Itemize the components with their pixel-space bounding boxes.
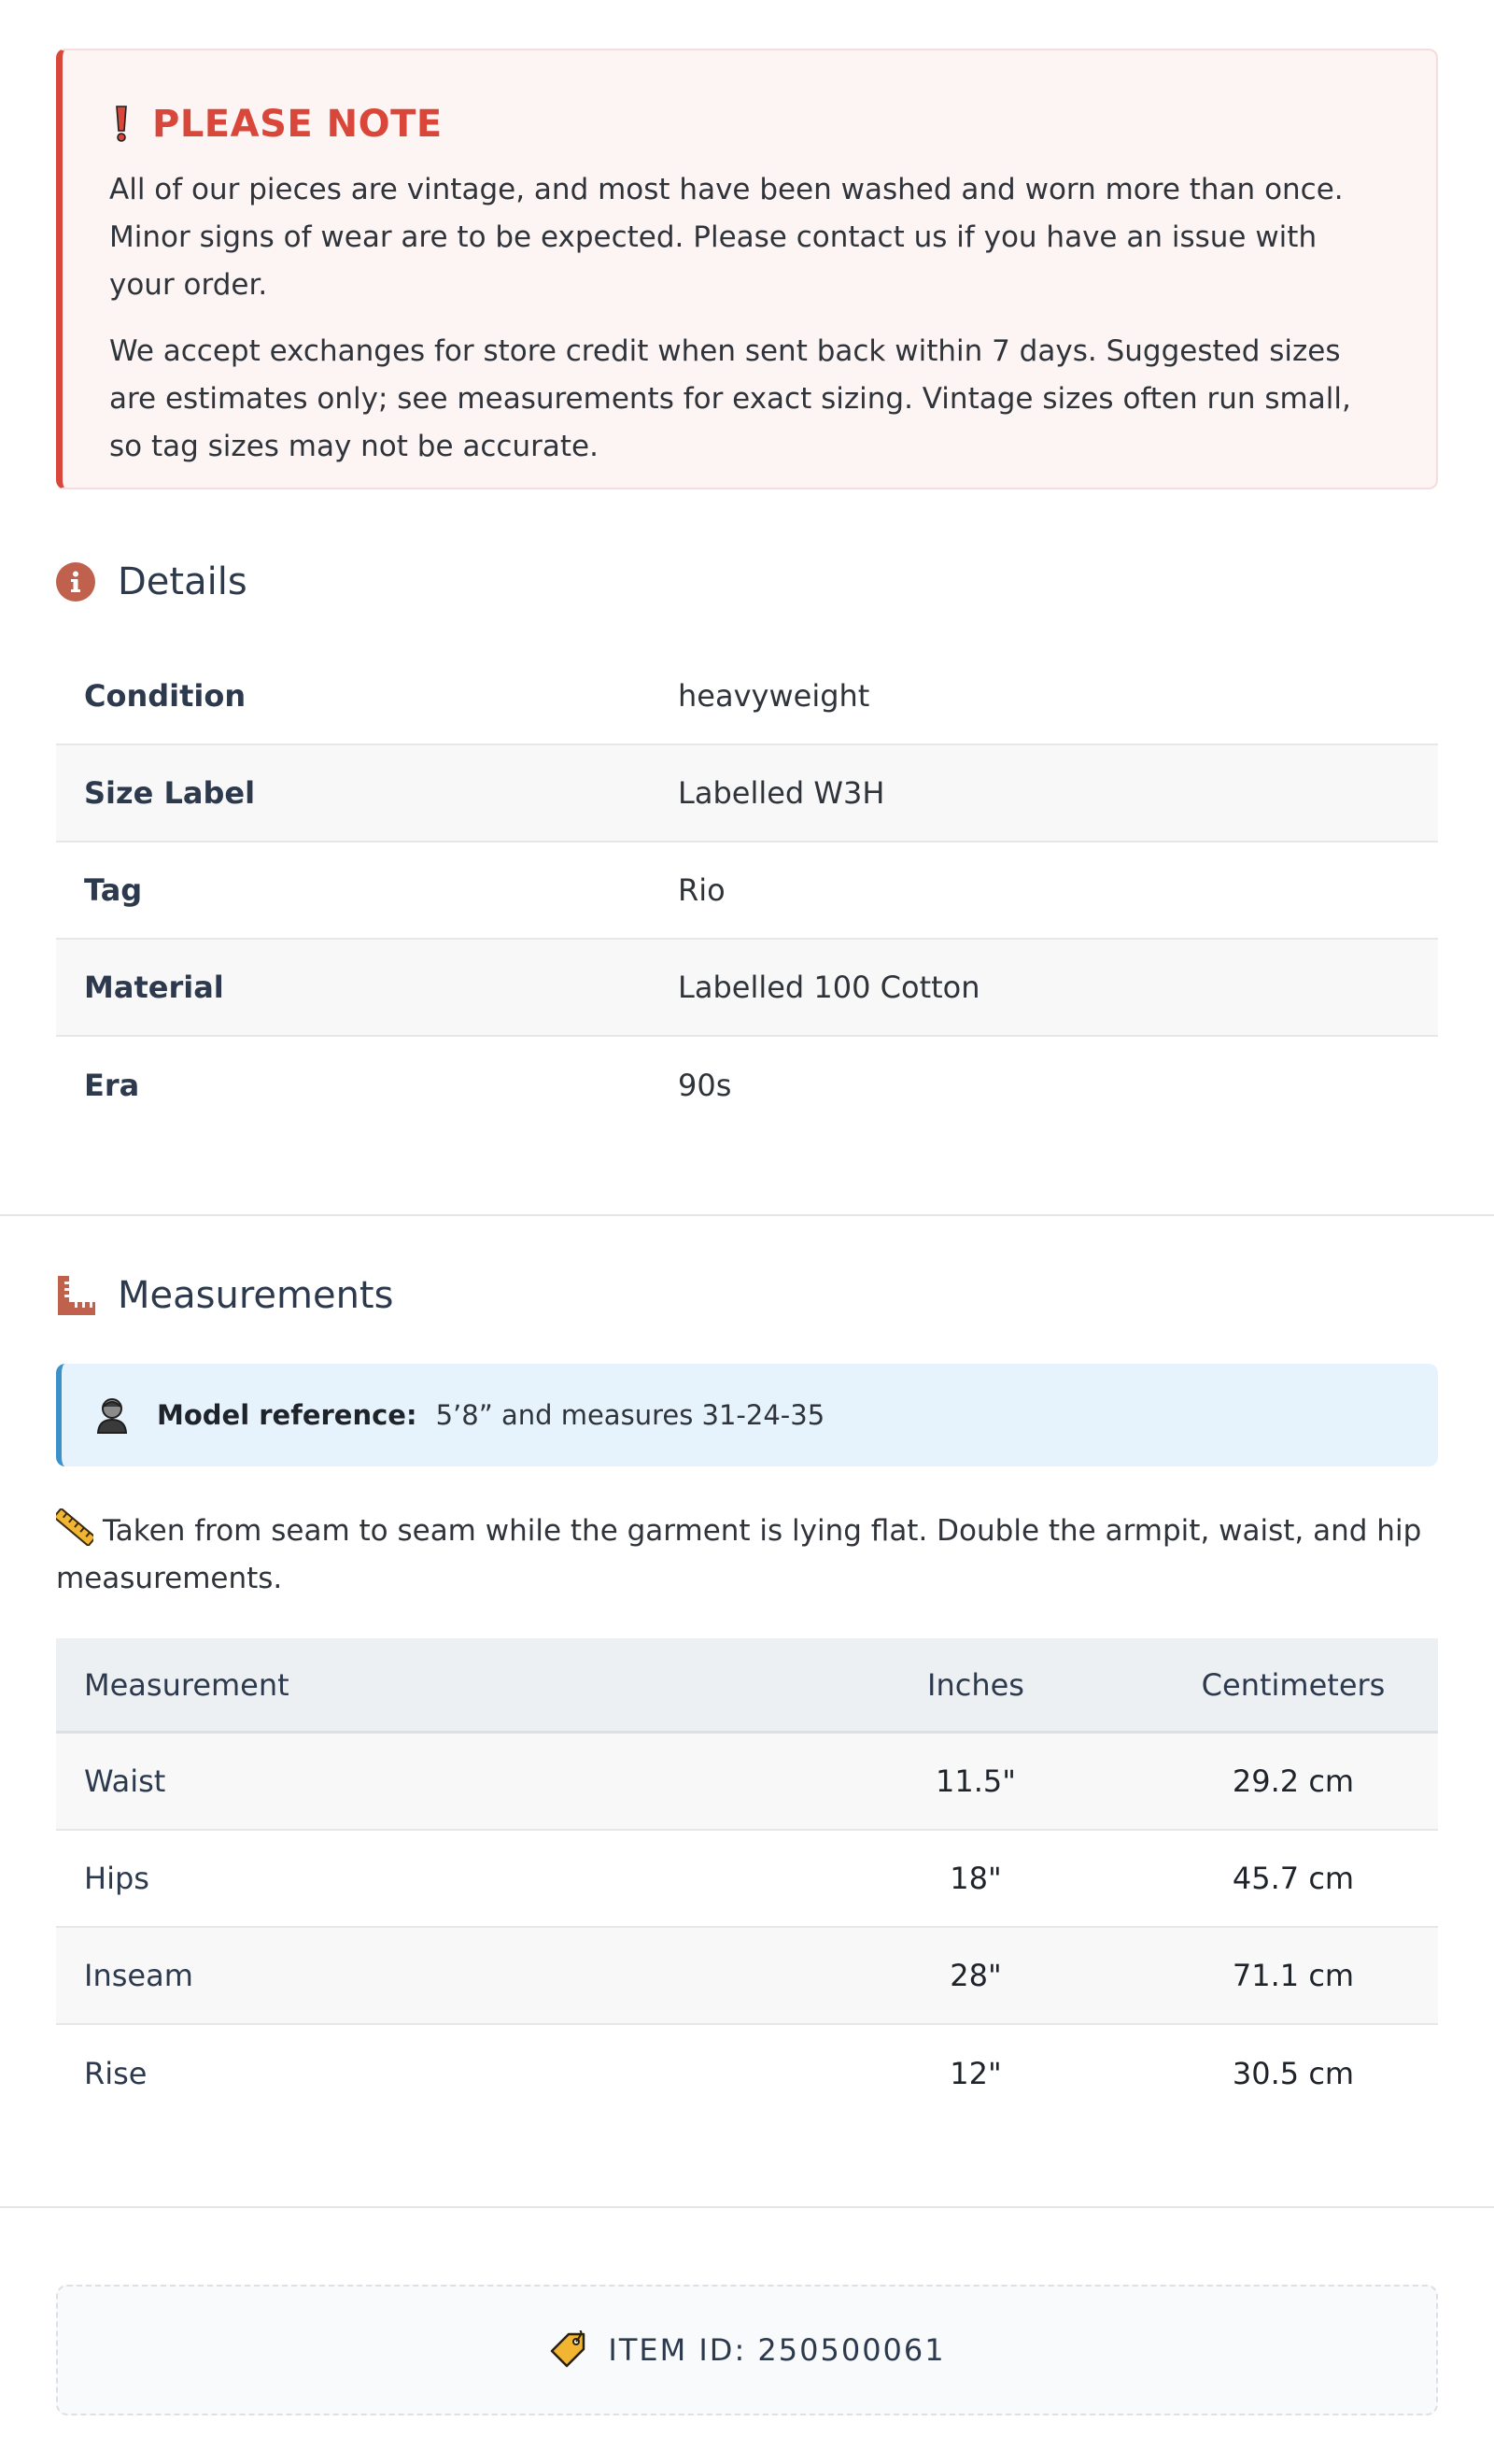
measurement-inches: 28": [950, 1958, 1002, 1993]
measurements-table-header: [56, 1638, 1438, 1734]
column-header-centimeters: Centimeters: [1201, 1666, 1386, 1703]
details-row: [56, 1037, 1438, 1134]
table-row: [56, 1831, 1438, 1928]
details-key: Tag: [84, 872, 143, 908]
column-header-measurement: Measurement: [84, 1666, 289, 1703]
notice-title: PLEASE NOTE: [152, 103, 443, 146]
measurement-centimeters: 45.7 cm: [1232, 1861, 1355, 1896]
details-value: heavyweight: [678, 678, 870, 714]
details-row: [56, 745, 1438, 843]
details-row: [56, 940, 1438, 1037]
measurement-inches: 12": [950, 2056, 1002, 2091]
table-row: [56, 1928, 1438, 2025]
measurement-name: Inseam: [84, 1958, 193, 1993]
person-icon: [95, 1396, 129, 1434]
measurement-hint-text: Taken from seam to seam while the garment is lying flat. Double the armpit, waist, and hip measurements.: [56, 1514, 1422, 1595]
item-id-label: ITEM ID: 250500061: [608, 2332, 946, 2368]
table-row: [56, 1734, 1438, 1831]
details-value: Rio: [678, 872, 726, 908]
notice-box: [56, 49, 1438, 489]
model-reference-value: 5’8” and measures 31-24-35: [435, 1399, 825, 1431]
measurement-name: Rise: [84, 2056, 148, 2091]
info-icon: [56, 562, 95, 602]
details-key: Era: [84, 1068, 140, 1103]
details-row: [56, 843, 1438, 940]
item-id-box: [56, 2285, 1438, 2415]
column-header-inches: Inches: [927, 1666, 1024, 1703]
exclamation-icon: [115, 106, 128, 143]
details-table: [56, 648, 1438, 1134]
measurement-centimeters: 29.2 cm: [1232, 1763, 1355, 1799]
measurement-name: Waist: [84, 1763, 166, 1799]
notice-header: [109, 103, 1389, 146]
section-divider: [0, 1214, 1494, 1216]
measurement-hint: [56, 1508, 1438, 1603]
table-row: [56, 2025, 1438, 2122]
details-key: Size Label: [84, 775, 256, 811]
model-reference-box: [56, 1364, 1438, 1466]
measurements-header: [56, 1274, 393, 1317]
notice-paragraph: We accept exchanges for store credit when sent back within 7 days. Suggested sizes are estimates only; see measurements for exact sizing. Vintage sizes often run small, so tag sizes may not be accurate.: [109, 334, 1351, 463]
details-row: [56, 648, 1438, 745]
ruler-corner-icon: [56, 1276, 95, 1315]
details-value: 90s: [678, 1068, 732, 1103]
measurements-title: Measurements: [118, 1274, 394, 1317]
details-value: Labelled W3H: [678, 775, 885, 811]
details-value: Labelled 100 Cotton: [678, 970, 980, 1005]
model-reference-label: Model reference:: [157, 1399, 417, 1431]
details-key: Material: [84, 970, 224, 1005]
measurement-inches: 11.5": [936, 1763, 1016, 1799]
measurement-centimeters: 71.1 cm: [1232, 1958, 1355, 1993]
measurement-name: Hips: [84, 1861, 149, 1896]
measurement-inches: 18": [950, 1861, 1002, 1896]
section-divider: [0, 2206, 1494, 2208]
details-header: [56, 560, 247, 603]
measurement-centimeters: 30.5 cm: [1232, 2056, 1355, 2091]
notice-paragraph: All of our pieces are vintage, and most have been washed and worn more than once. Minor signs of wear are to be expected. Please contact us if you have an issue with your order.: [109, 173, 1344, 302]
measurements-table: [56, 1638, 1438, 2122]
measurements-table-body: [56, 1734, 1438, 2122]
details-title: Details: [118, 560, 247, 603]
ruler-icon: [56, 1508, 93, 1546]
details-key: Condition: [84, 678, 247, 714]
tag-icon: [548, 2330, 587, 2370]
